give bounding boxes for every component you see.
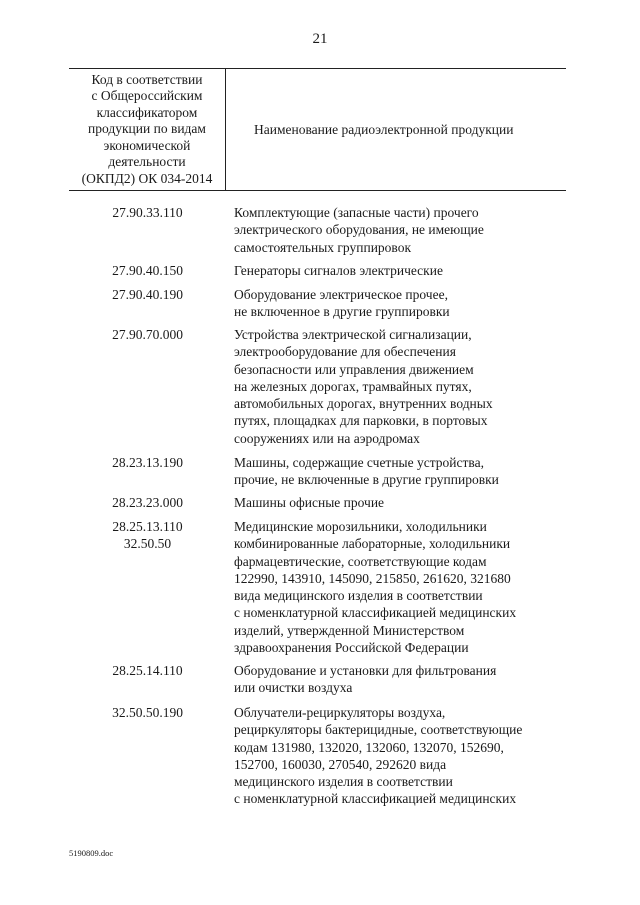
row-code: 27.90.40.190 xyxy=(112,287,183,302)
row-name: Машины офисные прочие xyxy=(234,495,385,510)
header-name-column-label: Наименование радиоэлектронной продукции xyxy=(254,121,514,137)
row-name: Облучатели-рециркуляторы воздуха, рециркуляторы бактерицидные, соответствующие кодам 131980, 132020, 132060, 132070, 152690, 152700, 160030, 270540, 292620 вида медицинского изделия в соответствии с номенклатурной классификацией медицинских xyxy=(234,705,523,807)
row-name: Комплектующие (запасные части) прочего электрического оборудования, не имеющие самостоятельных группировок xyxy=(234,205,484,255)
header-code-cell xyxy=(69,69,226,190)
row-code: 27.90.70.000 xyxy=(112,327,183,342)
row-name: Генераторы сигналов электрические xyxy=(234,263,443,278)
row-name: Устройства электрической сигнализации, электрооборудование для обеспечения безопасности или управления движением на железных дорогах, трамвайных путях, автомобильных дорогах, внутренних водных путях, площадках для парковки, в портовых сооружениях или на аэродромах xyxy=(234,327,493,446)
row-code: 27.90.33.110 xyxy=(112,205,183,220)
row-name: Оборудование и установки для фильтрования или очистки воздуха xyxy=(234,663,497,696)
row-code: 27.90.40.150 xyxy=(112,263,183,278)
row-code: 28.23.23.000 xyxy=(112,495,183,510)
row-name: Медицинские морозильники, холодильники комбинированные лабораторные, холодильники фармацевтические, соответствующие кодам 122990, 143910, 145090, 215850, 261620, 321680 вида медицинского изделия в соответствии с номенклатурной классификацией медицинских изделий, утвержденной Министерством здравоохранения Российской Федерации xyxy=(234,519,517,656)
row-code: 28.25.13.110 32.50.50 xyxy=(112,519,183,552)
header-code-column-label: Код в соответствии с Общероссийским классификатором продукции по видам экономической деятельности (ОКПД2) ОК 034-2014 xyxy=(81,72,213,186)
row-name: Оборудование электрическое прочее, не включенное в другие группировки xyxy=(234,287,450,320)
row-code: 28.25.14.110 xyxy=(112,663,183,678)
page-number: 21 xyxy=(312,31,328,47)
table-header xyxy=(69,68,566,191)
document-filename: 5190809.doc xyxy=(69,848,114,858)
row-name: Машины, содержащие счетные устройства, прочие, не включенные в другие группировки xyxy=(234,455,499,488)
row-code: 32.50.50.190 xyxy=(112,705,183,720)
row-code: 28.23.13.190 xyxy=(112,455,183,470)
